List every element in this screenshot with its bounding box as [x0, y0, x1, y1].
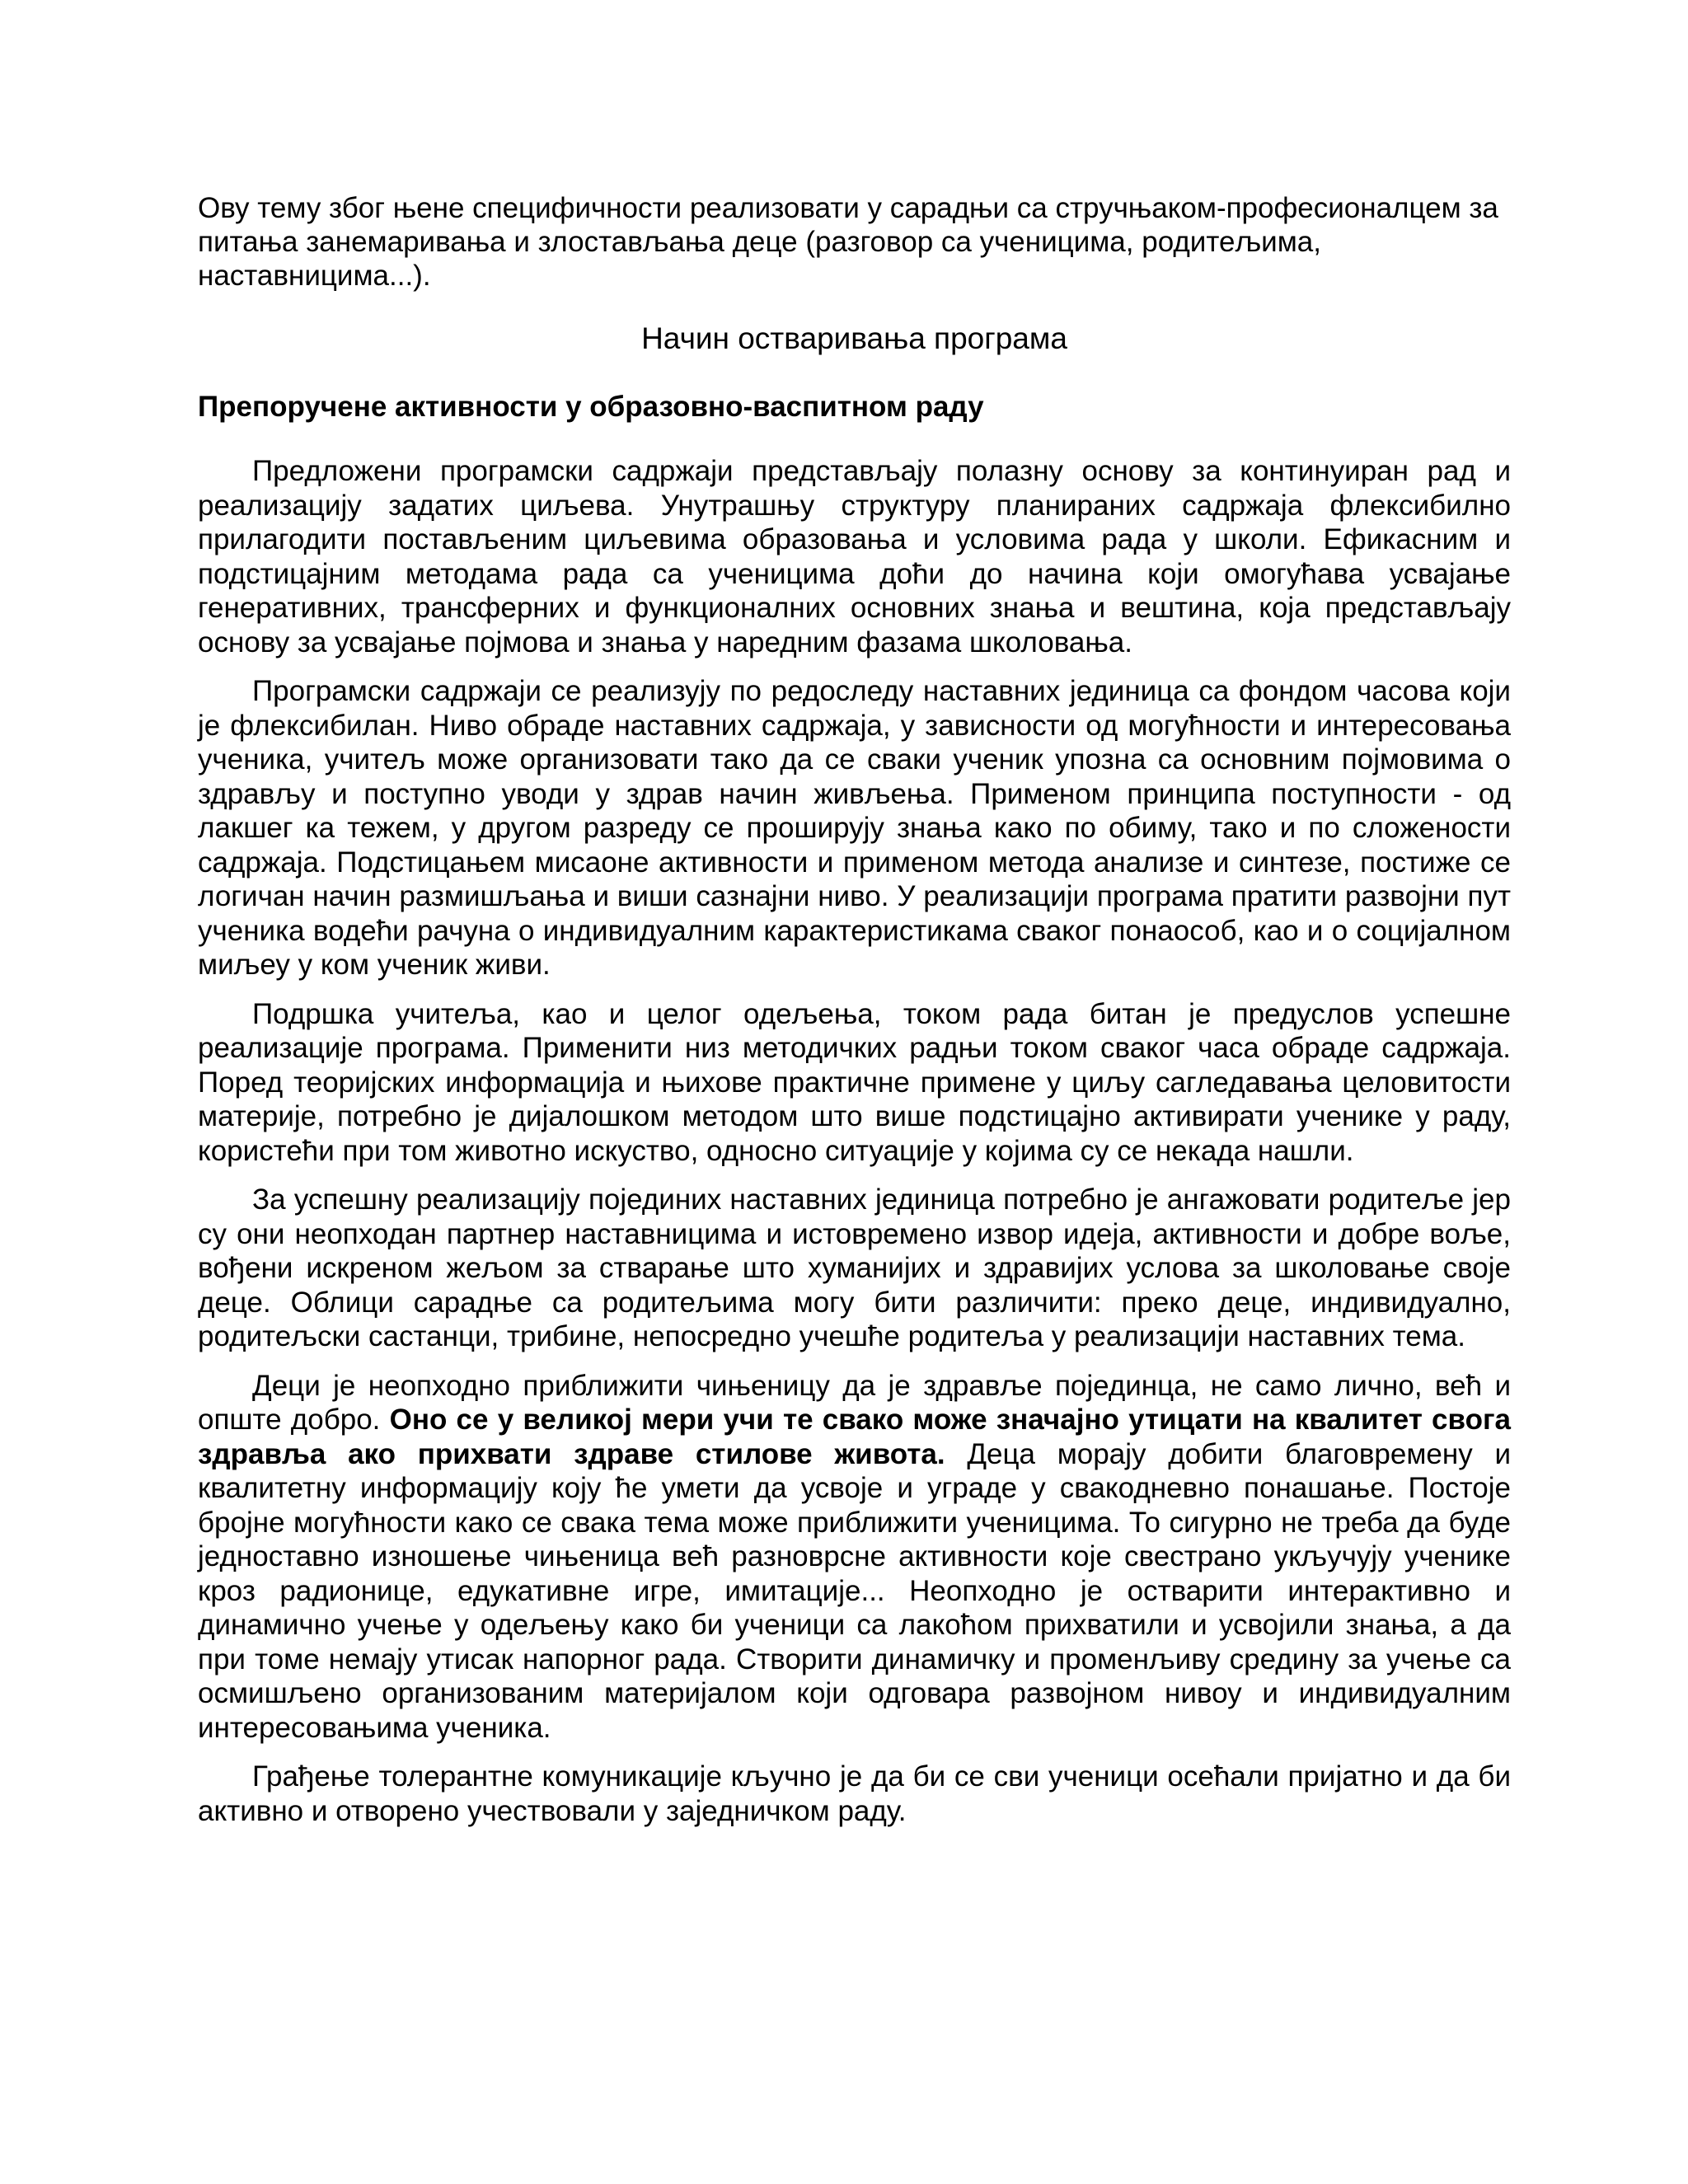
paragraph-3: Подршка учитеља, као и целог одељења, током рада битан је предуслов успешне реализације програма. Применити низ методичких радњи током сваког часа обраде садржаја. Поред теоријских информација и њихове практичне примене у циљу сагледавања целовитости материје, потребно је дијалошком методом што више подстицајно активирати ученике у раду, користећи при том животно искуство, односно ситуације у којима су се некада нашли. [198, 997, 1511, 1167]
paragraph-5-start: Деци је неопходно приближити чињеницу да је здравље појединца, не само лично, већ и опште добро. [198, 1369, 1511, 1436]
paragraph-6: Грађење толерантне комуникације кључно је да би се сви ученици осећали пријатно и да би активно и отворено учествовали у заједничком раду. [198, 1760, 1511, 1827]
paragraph-4: За успешну реализацију појединих наставних јединица потребно је ангажовати родитеље јер су они неопходан партнер наставницима и истовремено извор идеја, активности и добре воље, вођени искреном жељом за стварање што хуманијих и здравијих услова за школовање своје деце. Облици сарадње са родитељима могу бити различити: преко деце, индивидуално, родитељски састанци, трибине, непосредно учешће родитеља у реализацији наставних тема. [198, 1183, 1511, 1352]
section-title: Начин остваривања програма [641, 321, 1067, 355]
paragraph-5-end: Деца морају добити благовремену и квалитетну информацију коју ће умети да усвоје и уграде у свакодневно понашање. Постоје бројне могућности како се свака тема може приближити ученицима. То сигурно не треба да буде једноставно изношење чињеница већ разноврсне активности које свестрано укључују ученике кроз радионице, едукативне игре, имитације... Неопходно је остварити интерактивно и динамично учење у одељењу како би ученици са лакоћом прихватили и усвојили знања, а да при томе немају утисак напорног рада. Створити динамичку и променљиву средину за учење са осмишљено организованим материјалом који одговара развојном нивоу и индивидуалним интересовањима ученика. [198, 1437, 1511, 1744]
paragraph-2: Програмски садржаји се реализују по редоследу наставних јединица са фондом часова који је флексибилан. Ниво обраде наставних садржаја, у зависности од могућности и интересовања ученика, учитељ може организовати тако да се сваки ученик упозна са основним појмовима о здрављу и поступно уводи у здрав начин живљења. Применом принципа поступности - од лакшег ка тежем, у другом разреду се проширују знања како по обиму, тако и по сложености садржаја. Подстицањем мисаоне активности и применом метода анализе и синтезе, постиже се логичан начин размишљања и виши сазнајни ниво. У реализацији програма пратити развојни пут ученика водећи рачуна о индивидуалним карактеристикама сваког понаособ, као и о социјалном миљеу у ком ученик живи. [198, 675, 1511, 981]
paragraph-5-emphasis: Оно се у великој мери учи те свако може значајно утицати на квалитет свога здравља ако прихвати здраве стилове живота. [198, 1404, 1511, 1470]
paragraph-1: Предложени програмски садржаји представљају полазну основу за континуиран рад и реализацију задатих циљева. Унутрашњу структуру планираних садржаја флексибилно прилагодити постављеним циљевима образовања и условима рада у школи. Ефикасним и подстицајним методама рада са ученицима доћи до начина који омогућава усвајање генеративних, трансферних и функционалних основних знања и вештина, која представљају основу за усвајање појмова и знања у наредним фазама школовања. [198, 455, 1511, 658]
section-subtitle: Препоручене активности у образовно-васпитном раду [198, 391, 984, 423]
document-page [198, 191, 1511, 1828]
intro-paragraph: Ову тему због њене специфичности реализовати у сарадњи са стручњаком-професионалцем за питања занемаривања и злостављања деце (разговор са ученицима, родитељима, наставницима...). [198, 192, 1498, 292]
paragraph-5 [198, 1369, 1511, 1746]
